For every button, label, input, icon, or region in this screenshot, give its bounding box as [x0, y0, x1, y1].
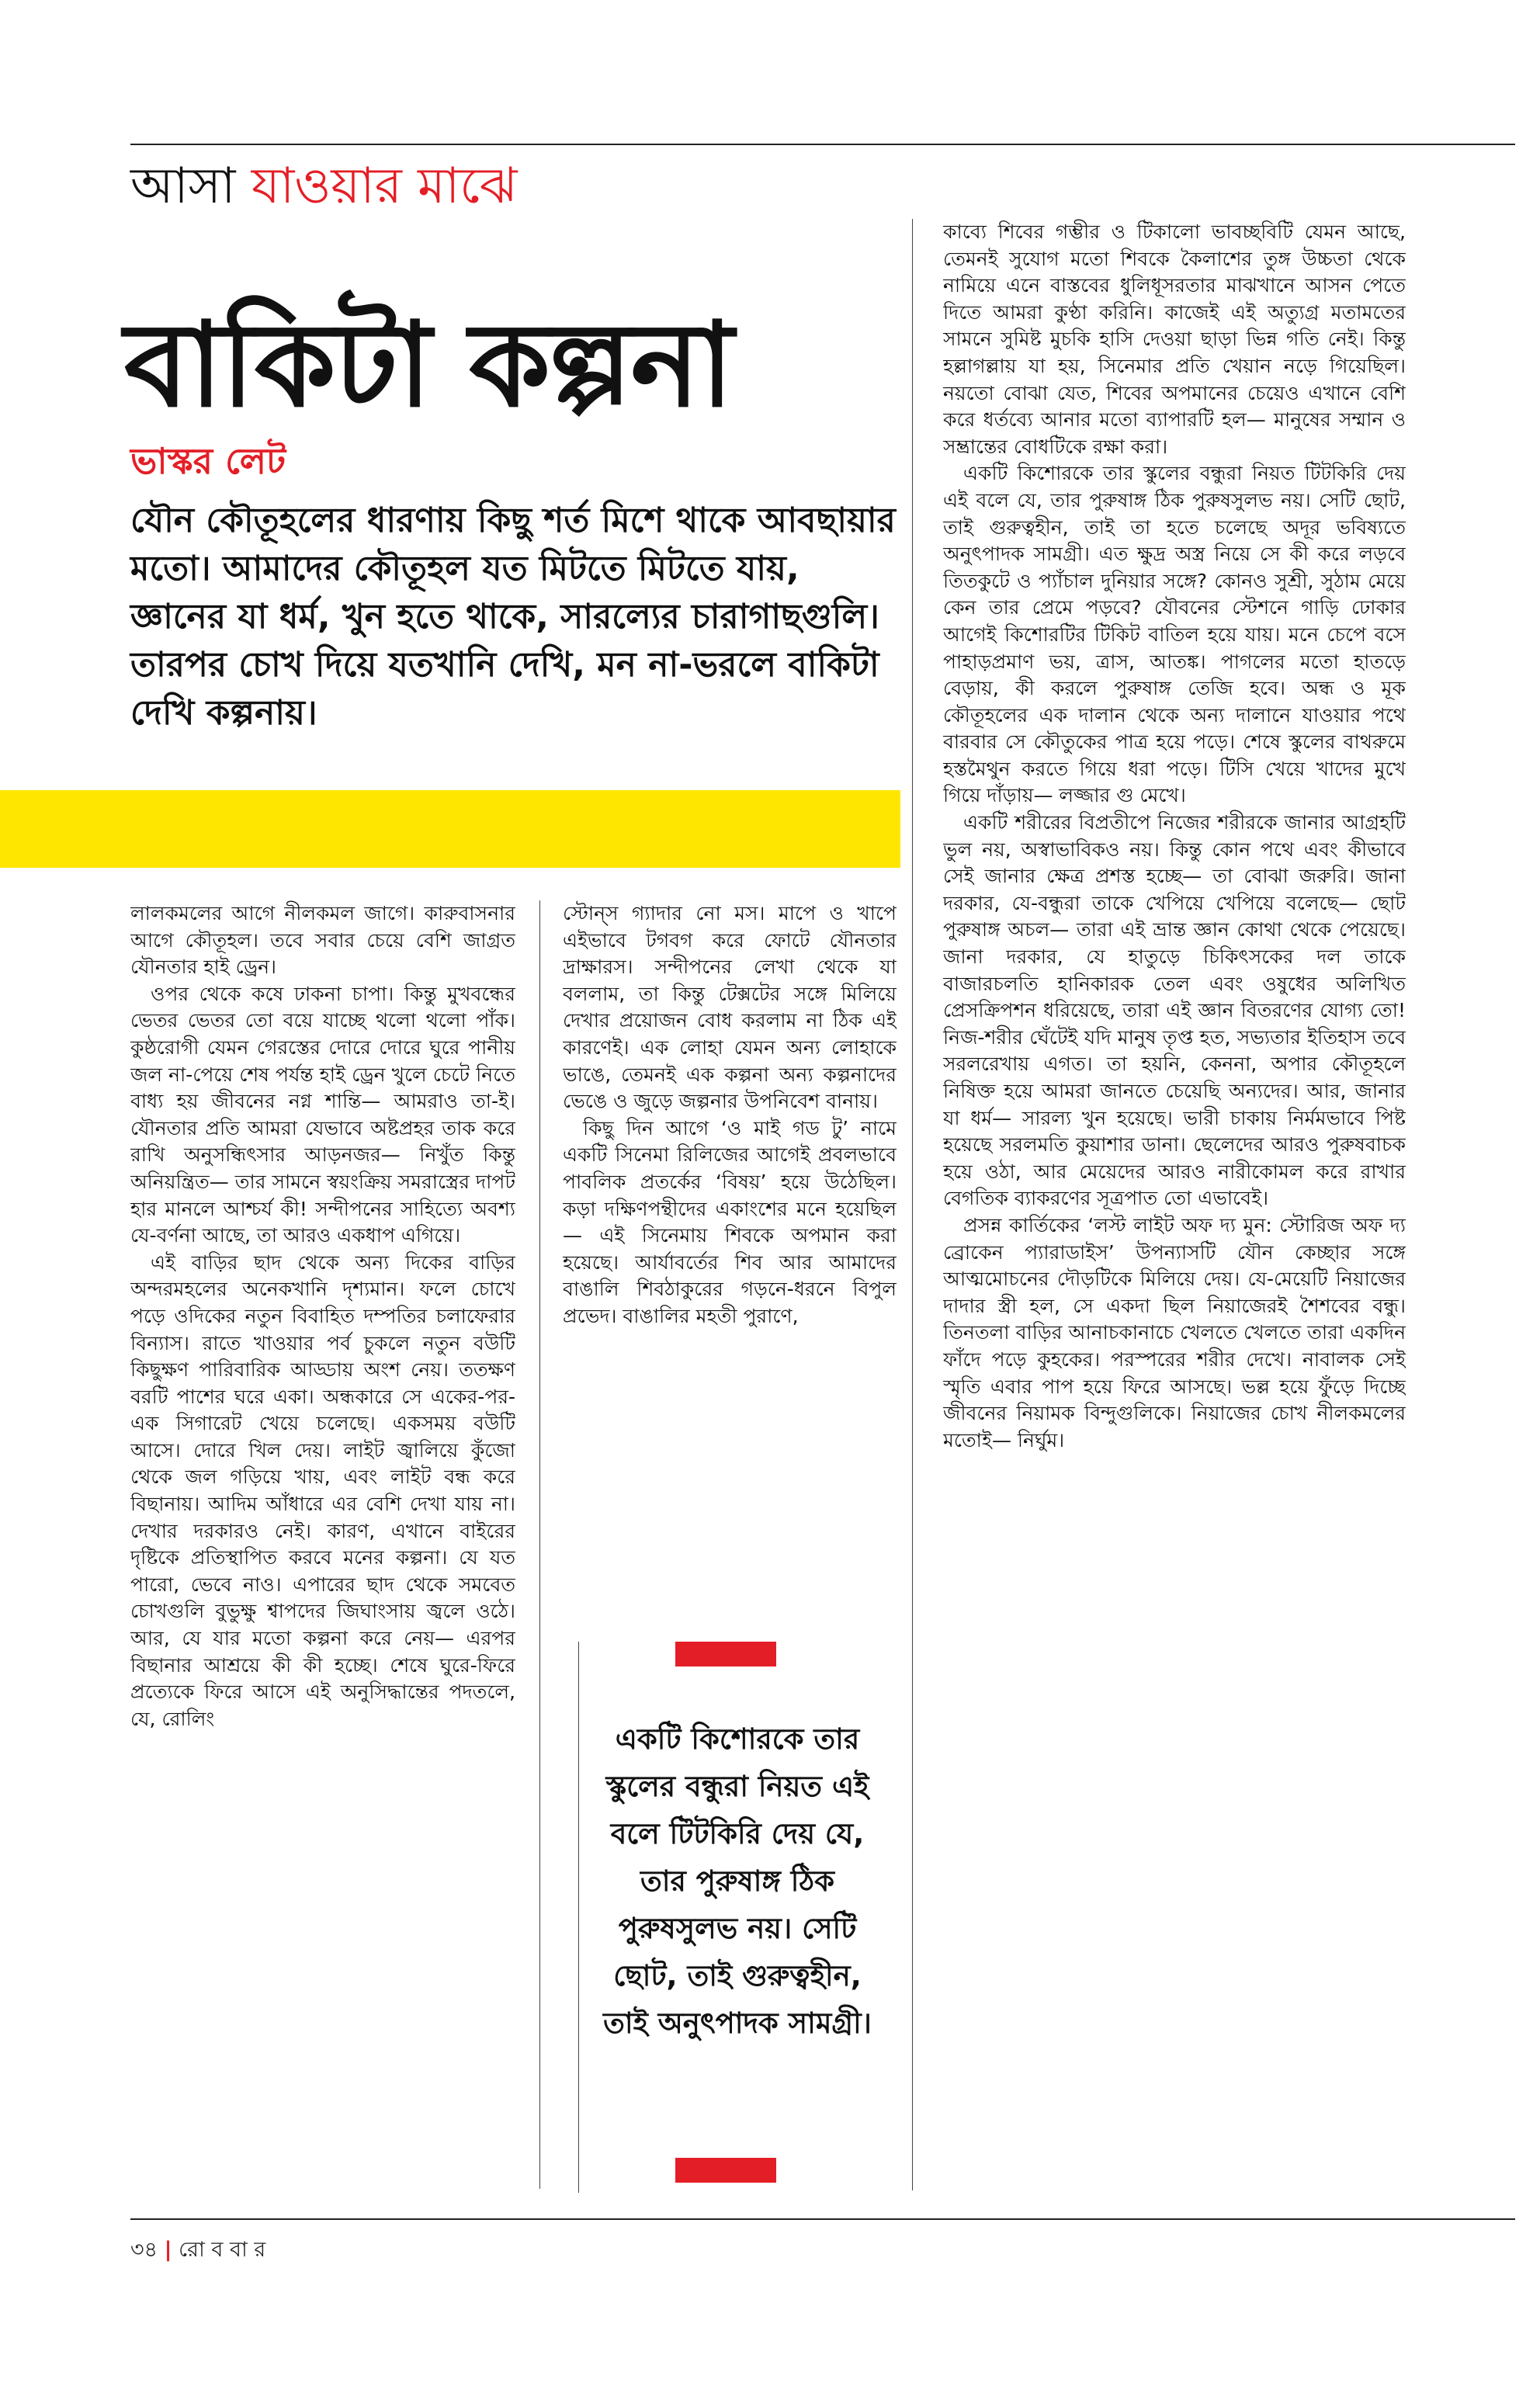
- pull-quote-box: [578, 1642, 897, 2193]
- bottom-rule: [130, 2218, 1515, 2220]
- page-footer: [130, 2234, 265, 2269]
- author-byline: ভাস্কর লেট: [130, 440, 286, 482]
- footer-separator: |: [164, 2238, 172, 2262]
- column-divider: [912, 219, 913, 2190]
- kicker-black: আসা: [130, 158, 251, 215]
- paragraph: স্টোন্‌স গ্যাদার নো মস। মাপে ও খাপে এইভাবে টগবগ করে ফোটে যৌনতার দ্রাক্ষারস। সন্দীপনের লেখা থেকে যা বললাম, তা কিন্তু টেক্সটের সঙ্গে মিলিয়ে দেখার প্রয়োজন বোধ করলাম না ঠিক এই কারণেই। এক লোহা যেমন অন্য লোহাকে ভাঙে, তেমনই এক কল্পনা অন্য কল্পনাদের ভেঙে ও জুড়ে জল্পনার উপনিবেশ বানায়।: [563, 902, 897, 1113]
- paragraph: কিছু দিন আগে ‘ও মাই গড টু’ নামে একটি সিনেমা রিলিজের আগেই প্রবলভাবে পাবলিক প্রতর্কের ‘বিষয়’ হয়ে উঠেছিল। কড়া দক্ষিণপন্থীদের একাংশের মনে হয়েছিল— এই সিনেমায় শিবকে অপমান করা হয়েছে। আর্যাবর্তের শিব আর আমাদের বাঙালি শিবঠাকুরের গড়নে-ধরনে বিপুল প্রভেদ। বাঙালির মহতী পুরাণে,: [563, 1116, 897, 1327]
- paragraph: প্রসন্ন কার্তিকের ‘লস্ট লাইট অফ দ্য মুন: স্টোরিজ অফ দ্য ব্রোকেন প্যারাডাইস’ উপন্যাসটি যৌন কেচ্ছার সঙ্গে আত্মমোচনের দৌড়টিকে মিলিয়ে দেয়। যে-মেয়েটি নিয়াজের দাদার স্ত্রী হল, সে একদা ছিল নিয়াজেরই শৈশবের বন্ধু। তিনতলা বাড়ির আনাচকানাচে খেলতে খেলতে তারা একদিন ফাঁদে পড়ে কুহকের। পরস্পরের শরীর দেখে। নাবালক সেই স্মৃতি এবার পাপ হয়ে ফিরে আসছে। ভল্ল হয়ে ফুঁড়ে দিচ্ছে জীবনের নিয়ামক বিন্দুগুলিকে। নিয়াজের চোখ নীলকমলের মতোই— নির্ঘুম।: [943, 1213, 1406, 1451]
- pull-quote-bottom-bar: [675, 2158, 776, 2183]
- highlight-band: [0, 790, 900, 868]
- body-column-2: [563, 900, 897, 1568]
- page-number: ৩৪: [130, 2238, 158, 2262]
- article-headline: বাকিটা কল্পনা: [124, 297, 733, 433]
- paragraph: কাব্যে শিবের গম্ভীর ও টিকালো ভাবচ্ছবিটি যেমন আছে, তেমনই সুযোগ মতো শিবকে কৈলাশের তুঙ্গ উচ্চতা থেকে নামিয়ে এনে বাস্তবের ধুলিধূসরতার মাঝখানে আসন পেতে দিতে আমরা কুণ্ঠা করিনি। কাজেই এই অত্যুগ্র মতামতের সামনে সুমিষ্ট মুচকি হাসি দেওয়া ছাড়া ভিন্ন গতি নেই। কিন্তু হল্লাগল্লায় যা হয়, সিনেমার প্রতি খেয়ান নড়ে গিয়েছিল। নয়তো বোঝা যেত, শিবের অপমানের চেয়েও এখানে বেশি করে ধর্তব্যে আনার মতো ব্যাপারটি হল— মানুষের সম্মান ও সম্ভ্রান্তের বোধটিকে রক্ষা করা।: [943, 220, 1406, 458]
- paragraph: একটি শরীরের বিপ্রতীপে নিজের শরীরকে জানার আগ্রহটি ভুল নয়, অস্বাভাবিকও নয়। কিন্তু কোন পথে এবং কীভাবে সেই জানার ক্ষেত্র প্রশস্ত হচ্ছে— তা বোঝা জরুরি। জানা দরকার, যে-বন্ধুরা তাকে খেপিয়ে খেপিয়ে বলেছে— ছোট পুরুষাঙ্গ অচল— তারা এই ভ্রান্ত জ্ঞান কোথা থেকে পেয়েছে। জানা দরকার, যে হাতুড়ে চিকিৎসকের দল তাকে বাজারচলতি হানিকারক তেল এবং ওষুধের অলিখিত প্রেসক্রিপশন ধরিয়েছে, তারা এই জ্ঞান বিতরণের যোগ্য তো! নিজ-শরীর ঘেঁটেই যদি মানুষ তৃপ্ত হত, সভ্যতার ইতিহাস তবে সরলরেখায় এগত। তা হয়নি, কেননা, অপার কৌতূহলে নিষিক্ত হয়ে আমরা জানতে চেয়েছি অন্যদের। আর, জানার যা ধর্ম— সারল্য খুন হয়েছে। ভারী চাকায় নির্মমভাবে পিষ্ট হয়েছে সরলমতি কুয়াশার ডানা। ছেলেদের আরও পুরুষবাচক হয়ে ওঠা, আর মেয়েদের আরও নারীকোমল করে রাখার বেগতিক ব্যাকরণের সূত্রপাত তো এভাবেই।: [943, 811, 1406, 1210]
- section-kicker: [130, 155, 517, 217]
- pull-quote-text: একটি কিশোরকে তার স্কুলের বন্ধুরা নিয়ত এই বলে টিটকিরি দেয় যে, তার পুরুষাঙ্গ ঠিক পুরুষসুলভ নয়। সেটি ছোট, তাই গুরুত্বহীন, তাই অনুৎপাদক সামগ্রী।: [603, 1722, 872, 2040]
- standfirst: যৌন কৌতূহলের ধারণায় কিছু শর্ত মিশে থাকে আবছায়ার মতো। আমাদের কৌতূহল যত মিটতে মিটতে যায়, জ্ঞানের যা ধর্ম, খুন হতে থাকে, সারল্যের চারাগাছগুলি। তারপর চোখ দিয়ে যতখানি দেখি, মন না-ভরলে বাকিটা দেখি কল্পনায়।: [130, 501, 896, 733]
- paragraph: এই বাড়ির ছাদ থেকে অন্য দিকের বাড়ির অন্দরমহলের অনেকখানি দৃশ্যমান। ফলে চোখে পড়ে ওদিকের নতুন বিবাহিত দম্পতির চলাফেরার বিন্যাস। রাতে খাওয়ার পর্ব চুকলে নতুন বউটি কিছুক্ষণ পারিবারিক আড্ডায় অংশ নেয়। ততক্ষণ বরটি পাশের ঘরে একা। অন্ধকারে সে একের-পর-এক সিগারেট খেয়ে চলেছে। একসময় বউটি আসে। দোরে খিল দেয়। লাইট জ্বালিয়ে কুঁজো থেকে জল গড়িয়ে খায়, এবং লাইট বন্ধ করে বিছানায়। আদিম আঁধারে এর বেশি দেখা যায় না। দেখার দরকারও নেই। কারণ, এখানে বাইরের দৃষ্টিকে প্রতিস্থাপিত করবে মনের কল্পনা। যে যত পারো, ভেবে নাও। এপারের ছাদ থেকে সমবেত চোখগুলি বুভুক্ষু শ্বাপদের জিঘাংসায় জ্বলে ওঠে। আর, যে যার মতো কল্পনা করে নেয়— এরপর বিছানার আশ্রয়ে কী কী হচ্ছে। শেষে ঘুরে-ফিরে প্রত্যেকে ফিরে আসে এই অনুসিদ্ধান্তের পদতলে, যে, রোলিং: [130, 1250, 515, 1730]
- paragraph: ওপর থেকে কষে ঢাকনা চাপা। কিন্তু মুখবন্ধের ভেতর ভেতর তো বয়ে যাচ্ছে থলো থলো পাঁক। কুষ্ঠরোগী যেমন গেরস্তের দোরে দোরে ঘুরে পানীয় জল না-পেয়ে শেষ পর্যন্ত হাই ড্রেন খুলে চেটে নিতে বাধ্য হয় জীবনের নগ্ন শান্তি— আমরাও তা-ই। যৌনতার প্রতি আমরা যেভাবে অষ্টপ্রহর তাক করে রাখি অনুসন্ধিৎসার আড়নজর— নিখুঁত কিন্তু অনিয়ন্ত্রিত— তার সামনে স্বয়ংক্রিয় সমরাস্ত্রের দাপট হার মানলে আশ্চর্য কী! সন্দীপনের সাহিত্যে অবশ্য যে-বর্ণনা আছে, তা আরও একধাপ এগিয়ে।: [130, 982, 515, 1247]
- body-column-3: [943, 219, 1406, 2190]
- pull-quote-top-bar: [675, 1642, 776, 1666]
- paragraph: লালকমলের আগে নীলকমল জাগে। কারুবাসনার আগে কৌতূহল। তবে সবার চেয়ে বেশি জাগ্রত যৌনতার হাই ড্রেন।: [130, 902, 515, 979]
- body-column-1: [130, 900, 515, 2189]
- kicker-red: যাওয়ার মাঝে: [251, 158, 518, 215]
- column-divider: [539, 900, 540, 2189]
- paragraph: একটি কিশোরকে তার স্কুলের বন্ধুরা নিয়ত টিটকিরি দেয় এই বলে যে, তার পুরুষাঙ্গ ঠিক পুরুষসুলভ নয়। সেটি ছোট, তাই গুরুত্বহীন, তাই তা হতে চলেছে অদূর ভবিষ্যতে অনুৎপাদক সামগ্রী। এত ক্ষুদ্র অস্ত্র নিয়ে সে কী করে লড়বে তিতকুটে ও প্যাঁচাল দুনিয়ার সঙ্গে? কোনও সুশ্রী, সুঠাম মেয়ে কেন তার প্রেমে পড়বে? যৌবনের স্টেশনে গাড়ি ঢোকার আগেই কিশোরটির টিকিট বাতিল হয়ে যায়। মনে চেপে বসে পাহাড়প্রমাণ ভয়, ত্রাস, আতঙ্ক। পাগলের মতো হাতড়ে বেড়ায়, কী করলে পুরুষাঙ্গ তেজি হবে। অন্ধ ও মূক কৌতূহলের এক দালান থেকে অন্য দালানে যাওয়ার পথে বারবার সে কৌতুকের পাত্র হয়ে পড়ে। শেষে স্কুলের বাথরুমে হস্তমৈথুন করতে গিয়ে ধরা পড়ে। টিসি খেয়ে খাদের মুখে গিয়ে দাঁড়ায়— লজ্জার গু মেখে।: [943, 462, 1406, 807]
- pull-quote-divider: [578, 1642, 579, 2193]
- top-rule: [130, 144, 1515, 145]
- magazine-name: রো ব বা র: [179, 2238, 266, 2262]
